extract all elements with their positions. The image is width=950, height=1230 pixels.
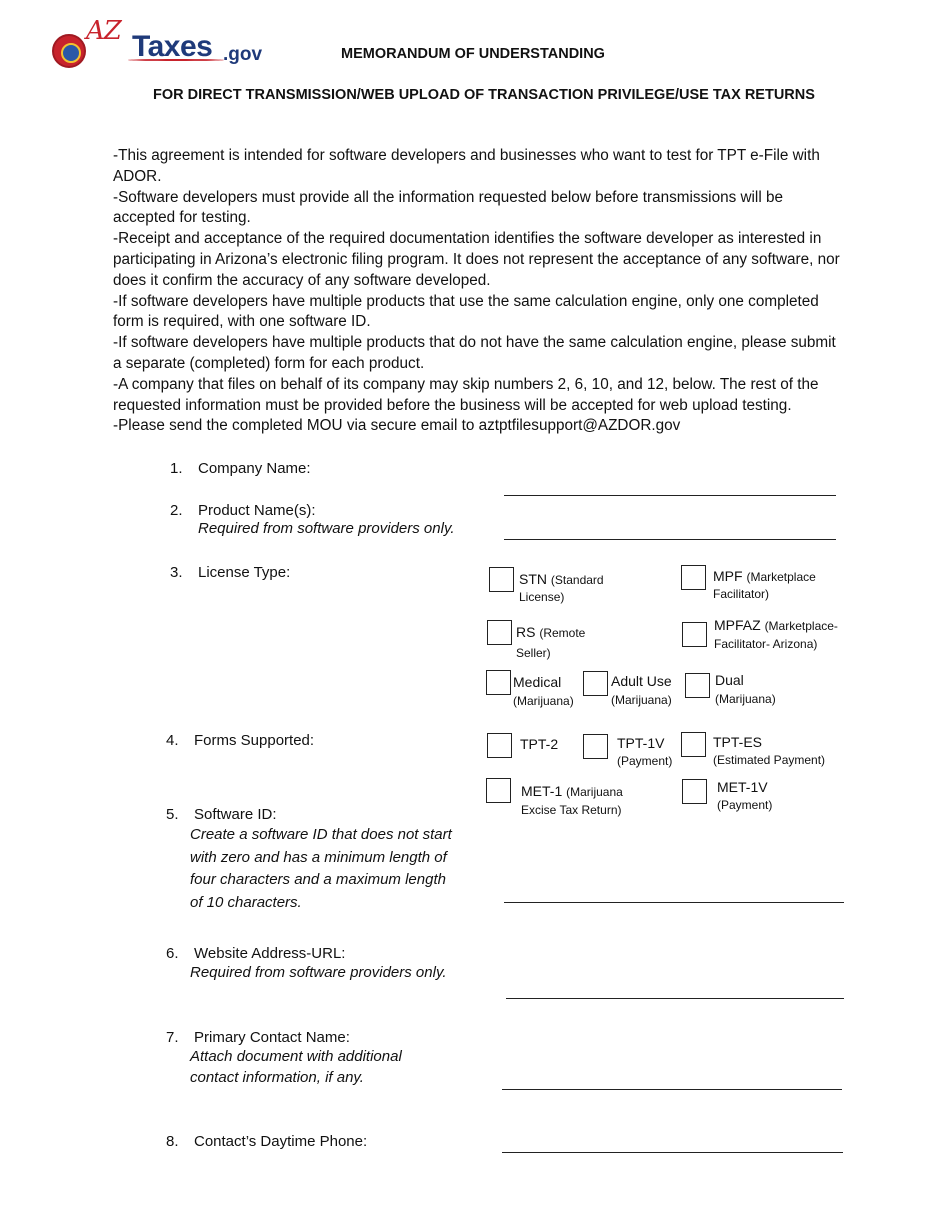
intro-paragraph: -Software developers must provide all the information requested below before transmissions will be accepted for testing. <box>113 188 783 227</box>
mpf-sub2: Facilitator) <box>713 587 770 601</box>
mpfaz-name: MPFAZ <box>714 617 761 633</box>
medical-name: Medical <box>513 674 562 690</box>
intro-paragraph: -This agreement is intended for software developers and businesses who want to test for TPT e-File with ADOR. <box>113 147 820 185</box>
primary-contact-field[interactable] <box>502 1089 842 1090</box>
daytime-phone-field[interactable] <box>502 1152 843 1153</box>
intro-paragraph: -If software developers have multiple products that do not have the same calculation engine, please submit a separate (completed) form for each product. <box>113 334 836 372</box>
mpf-sub: (Marketplace <box>746 570 816 584</box>
adult-use-sub: (Marijuana) <box>611 693 672 707</box>
tpt-1v-name: TPT-1V <box>617 735 665 751</box>
met-1v-checkbox[interactable] <box>682 779 707 804</box>
dual-checkbox[interactable] <box>685 673 710 698</box>
tpt-2-name: TPT-2 <box>520 736 559 752</box>
website-url-note: Required from software providers only. <box>190 964 447 981</box>
medical-checkbox[interactable] <box>486 670 511 695</box>
met-1v-sub: (Payment) <box>717 798 773 812</box>
stn-sub: (Standard <box>550 573 604 587</box>
rs-name: RS <box>516 624 536 640</box>
met-1-sub2: Excise Tax Return) <box>521 803 622 817</box>
met-1-name: MET-1 <box>521 783 563 799</box>
state-seal-icon <box>52 34 86 68</box>
rs-sub2: Seller) <box>516 646 551 660</box>
stn-sub2: License) <box>519 590 565 604</box>
adult-use-name: Adult Use <box>611 673 672 689</box>
item-number: 8. <box>166 1133 179 1150</box>
logo-taxes: Taxes <box>132 30 213 63</box>
software-id-label: Software ID: <box>194 806 277 823</box>
logo-az: AZ <box>86 16 121 46</box>
rs-option-label <box>516 622 585 662</box>
website-url-label: Website Address-URL: <box>194 945 346 962</box>
mpfaz-sub2: Facilitator- Arizona) <box>714 637 818 651</box>
met-1-option-label <box>521 782 623 818</box>
license-type-label: License Type: <box>198 564 291 581</box>
stn-checkbox[interactable] <box>489 567 514 592</box>
software-id-note <box>190 824 452 914</box>
intro-paragraph: -A company that files on behalf of its company may skip numbers 2, 6, 10, and 12, below. The rest of the requested information must be provided before the business will be accepted for web upload testing. <box>113 375 819 414</box>
azdor-logo <box>50 18 270 74</box>
software-id-note-line: four characters and a maximum length <box>190 871 446 888</box>
software-id-note-line: of 10 characters. <box>190 893 302 911</box>
product-name-label: Product Name(s): <box>198 502 316 519</box>
dual-sub: (Marijuana) <box>715 692 776 706</box>
tpt-1v-checkbox[interactable] <box>583 734 608 759</box>
mpf-option-label <box>713 568 816 602</box>
mpf-name: MPF <box>713 568 743 584</box>
met-1v-name: MET-1V <box>717 779 768 795</box>
forms-supported-label: Forms Supported: <box>194 732 315 749</box>
stn-name: STN <box>519 571 547 587</box>
mpf-checkbox[interactable] <box>681 565 706 590</box>
adult-use-option-label <box>611 672 672 708</box>
medical-sub: (Marijuana) <box>513 694 574 708</box>
primary-contact-label: Primary Contact Name: <box>194 1029 350 1046</box>
rs-checkbox[interactable] <box>487 620 512 645</box>
software-id-note-line: with zero and has a minimum length of <box>190 848 447 866</box>
tpt-es-checkbox[interactable] <box>681 732 706 757</box>
company-name-label: Company Name: <box>198 460 311 477</box>
mpfaz-sub: (Marketplace- <box>764 619 838 633</box>
item-number: 3. <box>170 564 183 581</box>
product-name-note: Required from software providers only. <box>198 520 455 537</box>
mpfaz-checkbox[interactable] <box>682 622 707 647</box>
tpt-1v-option-label <box>617 735 672 769</box>
company-name-field[interactable] <box>504 495 836 496</box>
tpt-1v-sub: (Payment) <box>617 754 673 768</box>
item-number: 2. <box>170 502 183 519</box>
intro-paragraph: -If software developers have multiple products that use the same calculation engine, only one completed form is required, with one software ID. <box>113 292 819 331</box>
met-1-checkbox[interactable] <box>486 778 511 803</box>
item-number: 1. <box>170 460 183 477</box>
met-1v-option-label <box>717 779 772 813</box>
intro-text <box>113 146 848 437</box>
page-title: MEMORANDUM OF UNDERSTANDING <box>341 46 605 62</box>
daytime-phone-label: Contact’s Daytime Phone: <box>194 1133 368 1150</box>
primary-contact-note <box>190 1046 402 1088</box>
page-subtitle: FOR DIRECT TRANSMISSION/WEB UPLOAD OF TRANSACTION PRIVILEGE/USE TAX RETURNS <box>153 87 815 103</box>
met-1-sub: (Marijuana <box>566 785 623 799</box>
logo-swoosh <box>128 59 224 61</box>
dual-option-label <box>715 671 776 707</box>
software-id-note-line: Create a software ID that does not start <box>190 826 452 843</box>
item-number: 4. <box>166 732 179 749</box>
item-number: 6. <box>166 945 179 962</box>
tpt-es-name: TPT-ES <box>713 734 763 750</box>
item-number: 5. <box>166 806 179 823</box>
tpt-2-option-label <box>520 736 558 752</box>
software-id-field[interactable] <box>504 902 844 903</box>
primary-contact-note-line: Attach document with additional <box>190 1048 402 1065</box>
adult-use-checkbox[interactable] <box>583 671 608 696</box>
intro-paragraph: -Receipt and acceptance of the required documentation identifies the software developer as interested in participating in Arizona’s electronic filing program. It does not represent the acceptance of any software, nor does it confirm the accuracy of any software developed. <box>113 230 840 289</box>
website-url-field[interactable] <box>506 998 844 999</box>
primary-contact-note-line: contact information, if any. <box>190 1069 364 1086</box>
logo-gov: .gov <box>223 44 263 65</box>
tpt-es-option-label <box>713 734 825 768</box>
intro-paragraph: -Please send the completed MOU via secure email to aztptfilesupport@AZDOR.gov <box>113 417 681 435</box>
medical-option-label <box>513 673 574 709</box>
stn-option-label <box>519 571 604 605</box>
dual-name: Dual <box>715 672 744 688</box>
rs-sub: (Remote <box>539 626 586 640</box>
product-name-field[interactable] <box>504 539 836 540</box>
mpfaz-option-label <box>714 616 838 652</box>
tpt-es-sub: (Estimated Payment) <box>713 753 826 767</box>
item-number: 7. <box>166 1029 179 1046</box>
tpt-2-checkbox[interactable] <box>487 733 512 758</box>
